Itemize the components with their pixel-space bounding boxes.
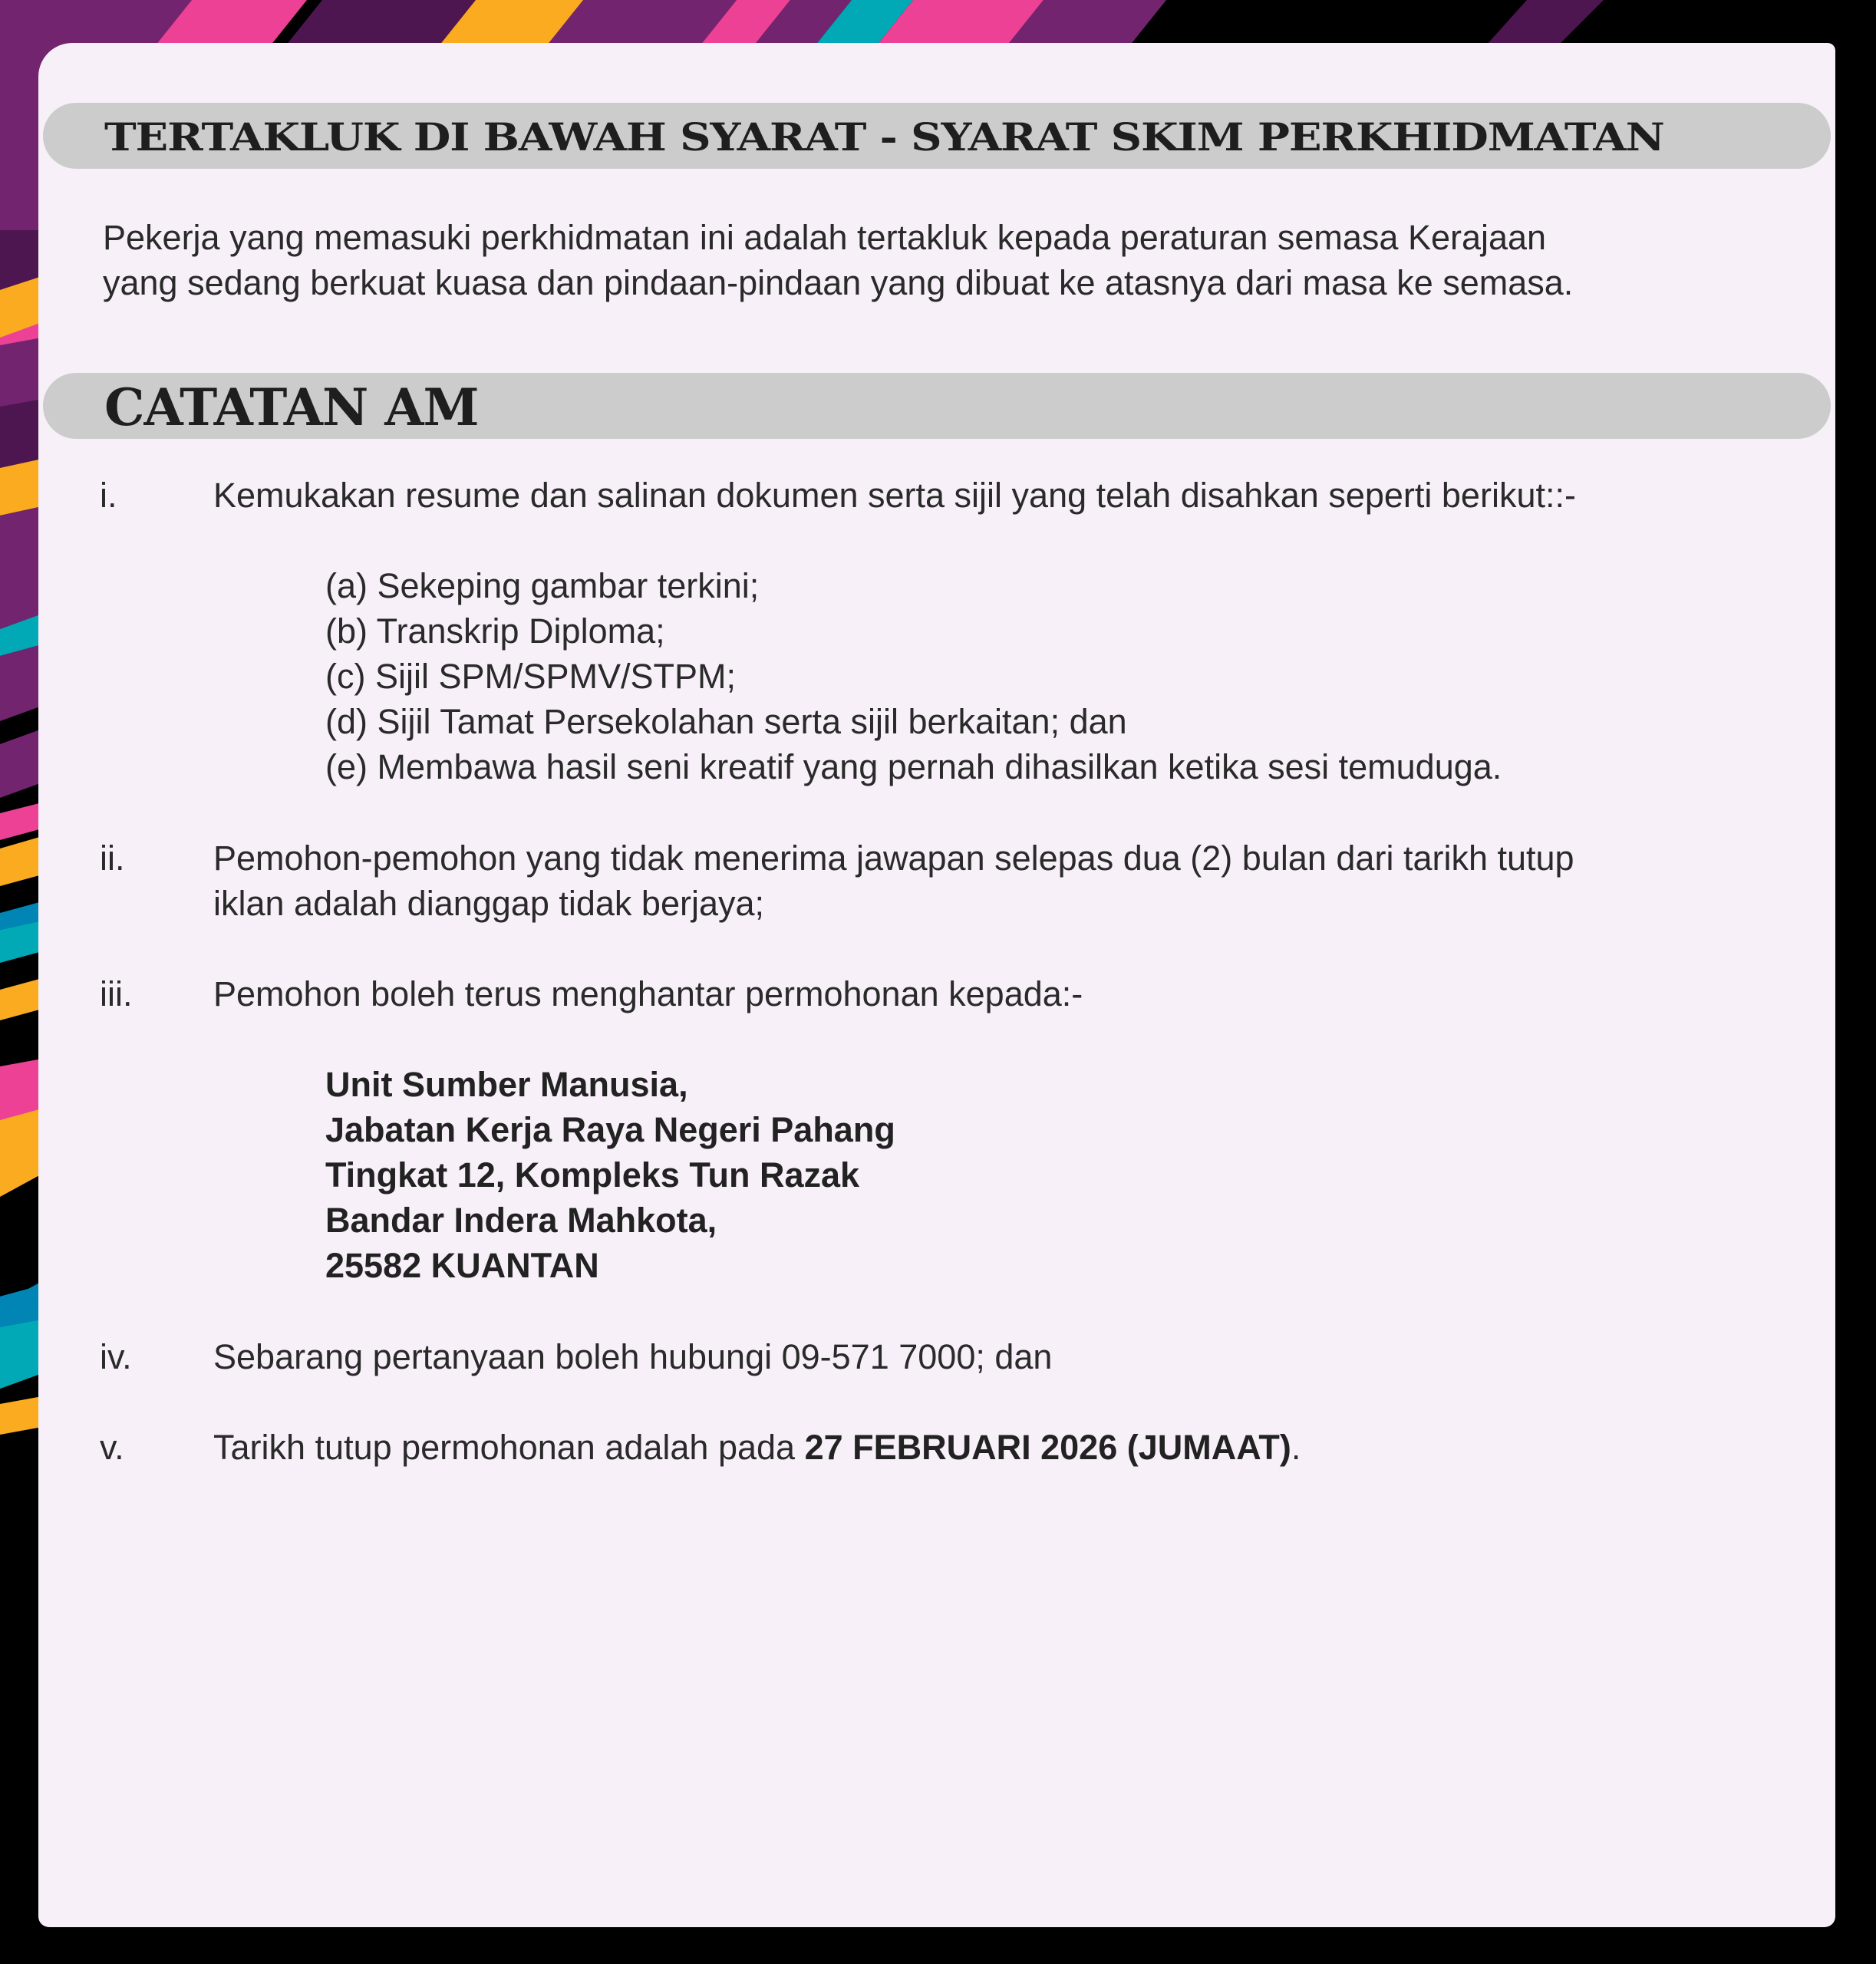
terms-paragraph-line: Pekerja yang memasuki perkhidmatan ini adalah tertakluk kepada peraturan semasa Kerajaan [103, 218, 1547, 257]
sub-item: (b) Transkrip Diploma; [325, 611, 665, 651]
address-line: Bandar Indera Mahkota, [325, 1201, 717, 1240]
sub-item: (c) Sijil SPM/SPMV/STPM; [325, 657, 737, 696]
terms-paragraph [103, 215, 1806, 305]
item-number: i. [100, 476, 117, 515]
terms-paragraph-line: yang sedang berkuat kuasa dan pindaan-pindaan yang dibuat ke atasnya dari masa ke semasa. [103, 263, 1574, 302]
item-text: Sebarang pertanyaan boleh hubungi 09-571 7000; dan [213, 1337, 1053, 1376]
document-card [38, 43, 1835, 1927]
section-header-band [43, 373, 1831, 439]
address-line: 25582 KUANTAN [325, 1246, 599, 1285]
item-text: Pemohon boleh terus menghantar permohonan kepada:- [213, 974, 1083, 1013]
sub-item: (e) Membawa hasil seni kreatif yang pernah dihasilkan ketika sesi temuduga. [325, 747, 1502, 786]
item-text: Pemohon-pemohon yang tidak menerima jawapan selepas dua (2) bulan dari tarikh tutup [213, 839, 1574, 878]
item-text: iklan adalah dianggap tidak berjaya; [213, 884, 765, 923]
item-text: Kemukakan resume dan salinan dokumen serta sijil yang telah disahkan seperti berikut::- [213, 476, 1576, 515]
closing-date-suffix: . [1291, 1428, 1301, 1467]
item-number: iii. [100, 974, 133, 1013]
section-header-band [43, 103, 1831, 169]
closing-date: 27 FEBRUARI 2026 (JUMAAT) [804, 1428, 1291, 1467]
item-number: ii. [100, 839, 125, 878]
section-title-notes: CATATAN AM [104, 377, 479, 437]
item-text [213, 1425, 1301, 1470]
closing-date-prefix: Tarikh tutup permohonan adalah pada [213, 1428, 805, 1467]
item-number: v. [100, 1428, 124, 1467]
address-line: Unit Sumber Manusia, [325, 1065, 688, 1104]
sub-item: (d) Sijil Tamat Persekolahan serta sijil berkaitan; dan [325, 702, 1127, 741]
section-title-terms: TERTAKLUK DI BAWAH SYARAT - SYARAT SKIM PERKHIDMATAN [104, 114, 1664, 160]
sub-item: (a) Sekeping gambar terkini; [325, 566, 760, 605]
item-number: iv. [100, 1337, 132, 1376]
address-line: Tingkat 12, Kompleks Tun Razak [325, 1155, 860, 1195]
address-line: Jabatan Kerja Raya Negeri Pahang [325, 1110, 895, 1149]
